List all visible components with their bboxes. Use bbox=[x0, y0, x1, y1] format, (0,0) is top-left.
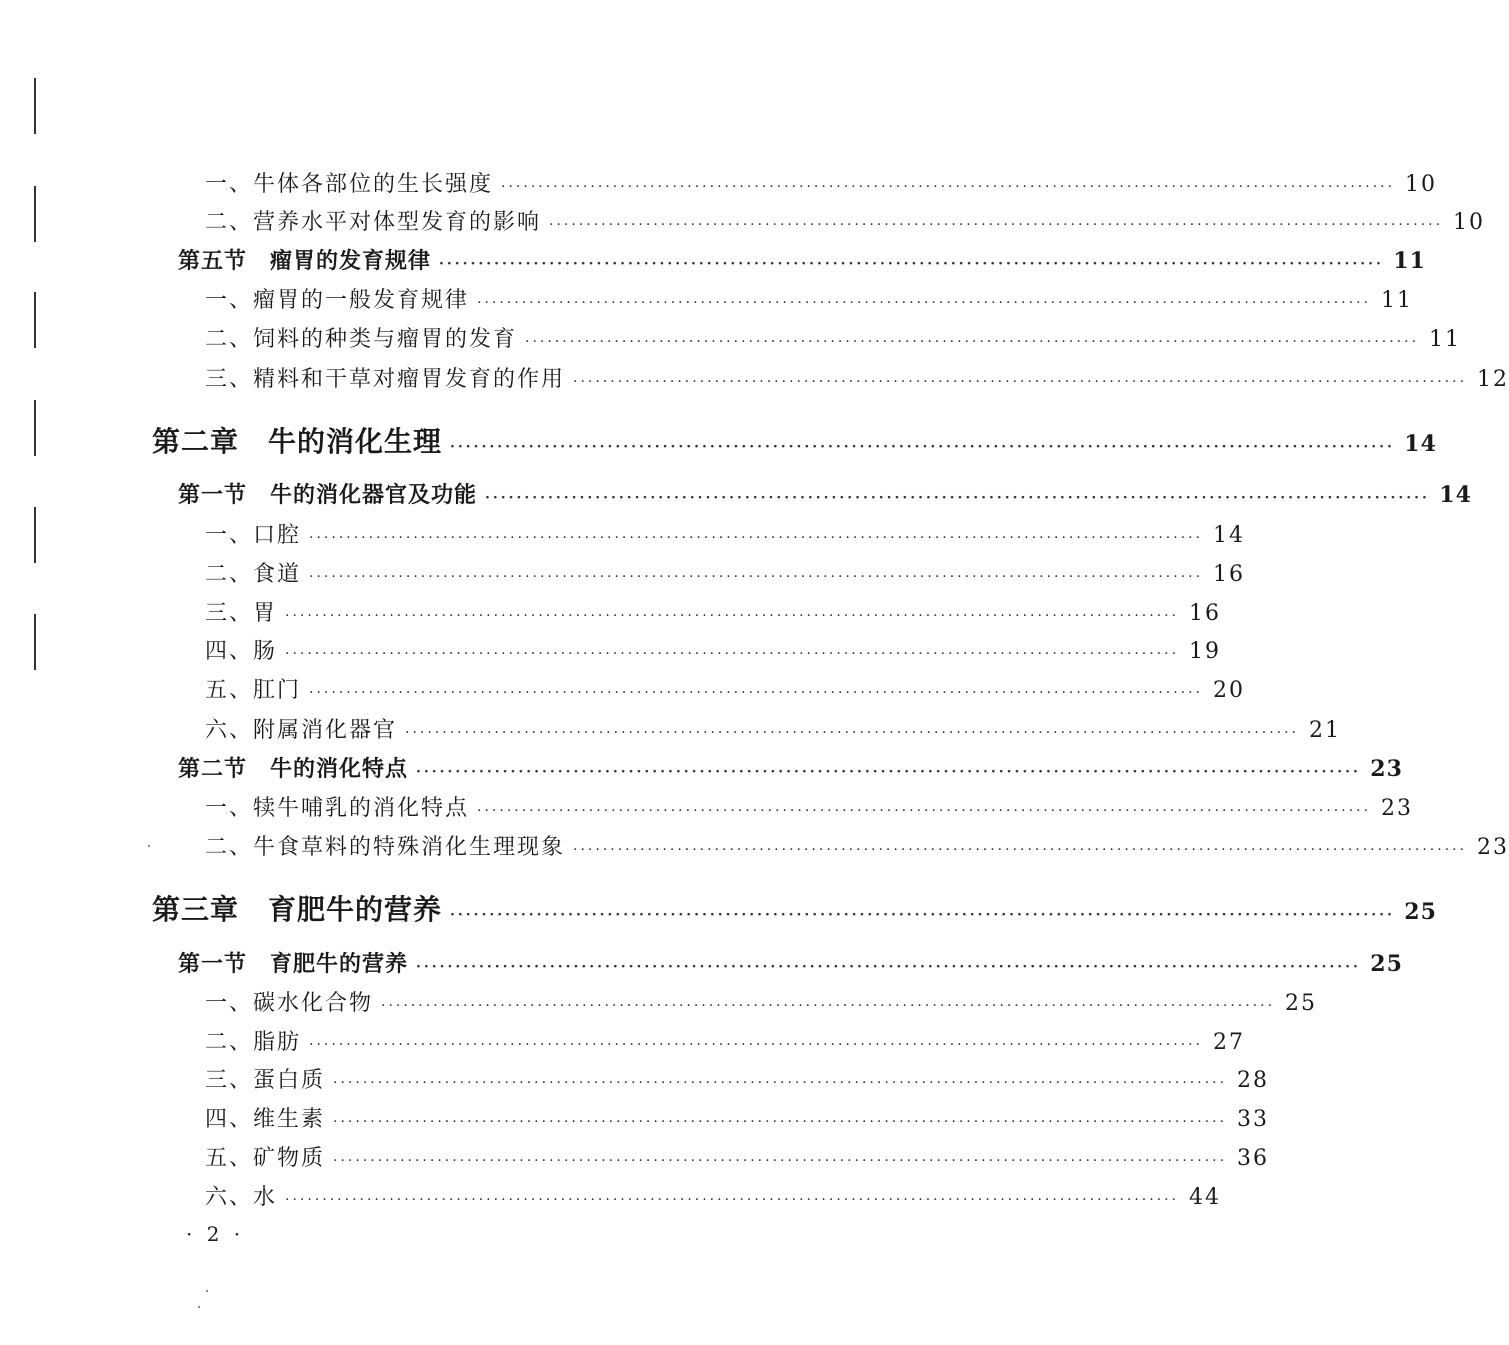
toc-label: 二、脂肪 bbox=[205, 1030, 302, 1055]
leader-dots: ························································································································ bbox=[549, 217, 1444, 233]
leader-dots: ························································································································ bbox=[285, 608, 1180, 624]
toc-entry bbox=[205, 283, 1414, 314]
toc-label: 一、牛体各部位的生长强度 bbox=[205, 172, 494, 197]
toc-entry bbox=[205, 673, 1246, 704]
binding-mark bbox=[34, 186, 36, 242]
toc-entry bbox=[205, 322, 1462, 353]
toc-entry bbox=[205, 1025, 1246, 1056]
toc-entry bbox=[205, 1102, 1270, 1133]
toc-entry bbox=[205, 791, 1414, 822]
toc-section bbox=[178, 947, 1403, 978]
leader-dots: ························································································································ bbox=[573, 374, 1468, 390]
leader-dots: ························································································································ bbox=[381, 998, 1276, 1014]
toc-label: 二、牛食草料的特殊消化生理现象 bbox=[205, 835, 566, 860]
leader-dots: ························································································································ bbox=[416, 959, 1361, 975]
scan-speck bbox=[148, 845, 150, 847]
toc-entry bbox=[205, 713, 1342, 744]
toc-label: 三、精料和干草对瘤胃发育的作用 bbox=[205, 367, 566, 392]
leader-dots: ························································································································ bbox=[309, 1037, 1204, 1053]
toc-page-number: 23 bbox=[1370, 756, 1403, 782]
leader-dots: ························································································································ bbox=[485, 490, 1430, 506]
toc-entry bbox=[205, 518, 1246, 549]
toc-entry bbox=[205, 1141, 1270, 1172]
toc-label: 第一节 育肥牛的营养 bbox=[178, 951, 409, 977]
toc-section bbox=[178, 478, 1472, 509]
page-number: · 2 · bbox=[186, 1222, 245, 1246]
leader-dots: ························································································································ bbox=[501, 179, 1396, 195]
leader-dots: ························································································································ bbox=[285, 646, 1180, 662]
toc-page-number: 11 bbox=[1429, 327, 1462, 352]
binding-mark bbox=[34, 507, 36, 563]
leader-dots: ························································································································ bbox=[450, 907, 1395, 923]
toc-label: 第二节 牛的消化特点 bbox=[178, 756, 409, 782]
toc-entry bbox=[205, 830, 1509, 861]
toc-page-number: 21 bbox=[1309, 718, 1342, 743]
toc-entry bbox=[205, 557, 1246, 588]
toc-page-number: 16 bbox=[1189, 601, 1222, 626]
leader-dots: ························································································································ bbox=[573, 842, 1468, 858]
scan-speck bbox=[206, 1290, 208, 1292]
leader-dots: ························································································································ bbox=[285, 1192, 1180, 1208]
toc-entry bbox=[205, 1063, 1270, 1094]
toc-page-number: 23 bbox=[1477, 835, 1509, 860]
toc-entry bbox=[205, 596, 1222, 627]
toc-label: 一、瘤胃的一般发育规律 bbox=[205, 288, 470, 313]
toc-section bbox=[178, 752, 1403, 783]
toc-label: 六、附属消化器官 bbox=[205, 718, 398, 743]
toc-label: 三、蛋白质 bbox=[205, 1068, 326, 1093]
leader-dots: ························································································································ bbox=[333, 1153, 1228, 1169]
toc-page-number: 27 bbox=[1213, 1030, 1246, 1055]
toc-page-number: 14 bbox=[1439, 482, 1472, 508]
leader-dots: ························································································································ bbox=[416, 764, 1361, 780]
toc-page-number: 25 bbox=[1404, 899, 1437, 925]
toc-entry bbox=[205, 986, 1318, 1017]
scan-speck bbox=[198, 1306, 200, 1308]
toc-label: 四、维生素 bbox=[205, 1107, 326, 1132]
leader-dots: ························································································································ bbox=[309, 685, 1204, 701]
toc-label: 二、营养水平对体型发育的影响 bbox=[205, 210, 542, 235]
toc-chapter bbox=[152, 420, 1437, 460]
toc-page-number: 14 bbox=[1404, 431, 1437, 457]
toc-label: 一、犊牛哺乳的消化特点 bbox=[205, 796, 470, 821]
toc-label: 六、水 bbox=[205, 1185, 278, 1210]
toc-page-number: 25 bbox=[1285, 991, 1318, 1016]
toc-page-number: 36 bbox=[1237, 1146, 1270, 1171]
toc-page-number: 23 bbox=[1381, 796, 1414, 821]
toc-page-number: 28 bbox=[1237, 1068, 1270, 1093]
binding-mark bbox=[34, 614, 36, 670]
leader-dots: ························································································································ bbox=[477, 295, 1372, 311]
leader-dots: ························································································································ bbox=[333, 1114, 1228, 1130]
toc-section bbox=[178, 244, 1426, 275]
leader-dots: ························································································································ bbox=[477, 803, 1372, 819]
toc-page-number: 11 bbox=[1381, 288, 1414, 313]
leader-dots: ························································································································ bbox=[405, 725, 1300, 741]
binding-mark bbox=[34, 78, 36, 134]
leader-dots: ························································································································ bbox=[525, 334, 1420, 350]
toc-label: 一、口腔 bbox=[205, 523, 302, 548]
toc-page-number: 44 bbox=[1189, 1185, 1222, 1210]
toc-label: 第三章 育肥牛的营养 bbox=[152, 893, 443, 926]
toc-label: 一、碳水化合物 bbox=[205, 991, 374, 1016]
toc-label: 四、肠 bbox=[205, 639, 278, 664]
toc-entry bbox=[205, 1180, 1222, 1211]
leader-dots: ························································································································ bbox=[309, 530, 1204, 546]
toc-label: 二、饲料的种类与瘤胃的发育 bbox=[205, 327, 518, 352]
toc-page-number: 16 bbox=[1213, 562, 1246, 587]
leader-dots: ························································································································ bbox=[450, 439, 1395, 455]
toc-label: 第二章 牛的消化生理 bbox=[152, 425, 443, 458]
toc-page-number: 12 bbox=[1477, 367, 1509, 392]
toc-entry bbox=[205, 634, 1222, 665]
binding-mark bbox=[34, 292, 36, 348]
toc-entry bbox=[205, 167, 1438, 198]
toc-label: 第一节 牛的消化器官及功能 bbox=[178, 482, 478, 508]
toc-label: 五、肛门 bbox=[205, 678, 302, 703]
toc-page-number: 20 bbox=[1213, 678, 1246, 703]
leader-dots: ························································································································ bbox=[333, 1075, 1228, 1091]
toc-page-number: 25 bbox=[1370, 951, 1403, 977]
toc-page-number: 33 bbox=[1237, 1107, 1270, 1132]
toc-label: 三、胃 bbox=[205, 601, 278, 626]
binding-mark bbox=[34, 400, 36, 456]
toc-page-number: 10 bbox=[1453, 210, 1486, 235]
toc-chapter bbox=[152, 888, 1437, 928]
toc-page-number: 11 bbox=[1393, 248, 1426, 274]
toc-entry bbox=[205, 362, 1509, 393]
toc-page-number: 19 bbox=[1189, 639, 1222, 664]
leader-dots: ························································································································ bbox=[309, 569, 1204, 585]
toc-label: 第五节 瘤胃的发育规律 bbox=[178, 248, 432, 274]
toc-label: 五、矿物质 bbox=[205, 1146, 326, 1171]
leader-dots: ························································································································ bbox=[439, 256, 1384, 272]
toc-label: 二、食道 bbox=[205, 562, 302, 587]
toc-page-number: 14 bbox=[1213, 523, 1246, 548]
toc-entry bbox=[205, 205, 1486, 236]
toc-page-number: 10 bbox=[1405, 172, 1438, 197]
